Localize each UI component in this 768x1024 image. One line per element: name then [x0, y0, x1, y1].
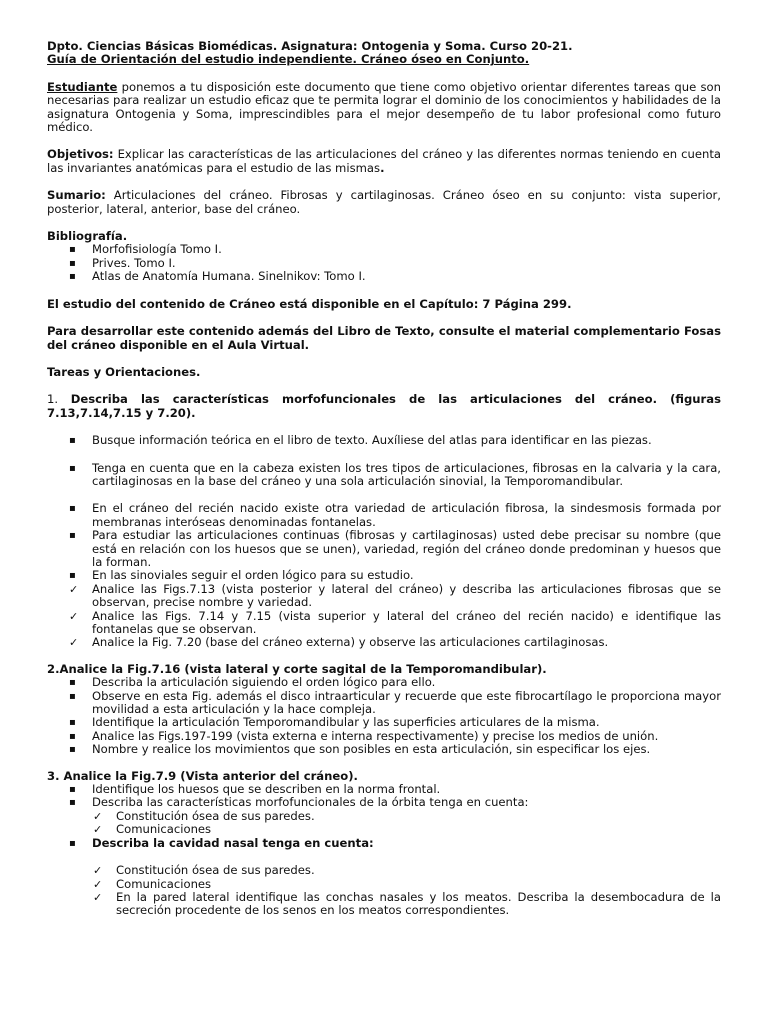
square-bullet-icon [69, 502, 83, 515]
list-item: ▪ Atlas de Anatomía Humana. Sinelnikov: Tomo I. [47, 270, 721, 283]
list-item: ✓ Constitución ósea de sus paredes. [47, 864, 721, 877]
list-item: ▪ Describa las características morfofuncionales de la órbita tenga en cuenta: [47, 796, 721, 809]
nasal-sublist [47, 864, 721, 918]
list-item: ▪ Identifique la articulación Temporomandibular y las superficies articulares de la misma. [47, 716, 721, 729]
list-item: ▪ Nombre y realice los movimientos que son posibles en esta articulación, sin especificar los ejes. [47, 743, 721, 756]
sumario-label: Sumario: [47, 188, 106, 203]
list-item: ▪ Analice las Figs.197-199 (vista externa e interna respectivamente) y precise los medios de unión. [47, 730, 721, 743]
square-bullet-icon [69, 569, 83, 582]
check-icon [69, 583, 83, 597]
check-icon [69, 636, 83, 650]
bibliografia-list [47, 243, 721, 283]
square-bullet-icon [69, 796, 83, 809]
list-item: ✓ Comunicaciones [47, 878, 721, 891]
tarea3-list-cont [47, 837, 721, 850]
list-item: ✓ Analice la Fig. 7.20 (base del cráneo externa) y observe las articulaciones cartilaginosas. [47, 636, 721, 649]
list-item: ✓ Analice las Figs.7.13 (vista posterior y lateral del cráneo) y describa las articulaciones fibrosas que se observan, precise nombre y variedad. [47, 583, 721, 610]
list-item: ▪ Busque información teórica en el libro de texto. Auxíliese del atlas para identificar en las piezas. [47, 434, 721, 447]
tareas-heading: Tareas y Orientaciones. [47, 364, 201, 379]
check-icon [93, 810, 107, 824]
square-bullet-icon [69, 690, 83, 703]
check-icon [69, 610, 83, 624]
square-bullet-icon [69, 716, 83, 729]
check-icon [93, 878, 107, 892]
square-bullet-icon [69, 243, 83, 256]
list-item: ▪ Describa la articulación siguiendo el orden lógico para ello. [47, 676, 721, 689]
list-item: ✓ Analice las Figs. 7.14 y 7.15 (vista superior y lateral del cráneo del recién nacido) e identifique las fontanelas que se observan. [47, 610, 721, 637]
intro-label: Estudiante [47, 79, 118, 94]
square-bullet-icon [69, 730, 83, 743]
check-icon [93, 891, 107, 905]
guide-title: Guía de Orientación del estudio independiente. Cráneo óseo en Conjunto. [47, 52, 530, 67]
square-bullet-icon [69, 529, 83, 542]
tarea3-list [47, 783, 721, 810]
list-item: ▪ En el cráneo del recién nacido existe otra variedad de articulación fibrosa, la sindesmosis formada por membranas interóseas denominadas fontanelas. [47, 502, 721, 529]
tarea2-list [47, 676, 721, 756]
tarea3-heading: 3. Analice la Fig.7.9 (Vista anterior del cráneo). [47, 768, 358, 783]
bibliografia-heading: Bibliografía. [47, 229, 128, 244]
list-item: ▪ En las sinoviales seguir el orden lógico para su estudio. [47, 569, 721, 582]
estudio-disponible: El estudio del contenido de Cráneo está disponible en el Capítulo: 7 Página 299. [47, 296, 572, 311]
list-item: ▪ Identifique los huesos que se describen en la norma frontal. [47, 783, 721, 796]
list-item: ✓ Constitución ósea de sus paredes. [47, 810, 721, 823]
tarea1-list [47, 434, 721, 650]
sumario-paragraph: Sumario: Articulaciones del cráneo. Fibrosas y cartilaginosas. Cráneo óseo en su conjunto: vista superior, posterior, lateral, anterior, base del cráneo. [47, 188, 721, 216]
objetivos-paragraph: Objetivos: Explicar las características de las articulaciones del cráneo y las diferentes normas teniendo en cuenta las invariantes anatómicas para el estudio de las mismas. [47, 147, 721, 175]
list-item: ▪ Prives. Tomo I. [47, 257, 721, 270]
intro-paragraph: Estudiante ponemos a tu disposición este documento que tiene como objetivo orientar diferentes tareas que son necesarias para realizar un estudio eficaz que te permita lograr el dominio de los conocimientos y habilidades de la asignatura Ontogenia y Soma, imprescindibles para el mejor desempeño de tu labor profesional como futuro médico. [47, 79, 721, 135]
tarea2-heading: 2.Analice la Fig.7.16 (vista lateral y corte sagital de la Temporomandibular). [47, 661, 547, 676]
square-bullet-icon [69, 270, 83, 283]
list-item: ▪ Tenga en cuenta que en la cabeza existen los tres tipos de articulaciones, fibrosas en la calvaria y la cara, cartilaginosas en la base del cráneo y una sola articulación sinovial, la Temporomandibular. [47, 462, 721, 489]
list-item: ▪ Observe en esta Fig. además el disco intraarticular y recuerde que este fibrocartílago le proporciona mayor movilidad a esta articulación y la hace compleja. [47, 690, 721, 717]
square-bullet-icon [69, 257, 83, 270]
list-item: ▪ Morfofisiología Tomo I. [47, 243, 721, 256]
square-bullet-icon [69, 783, 83, 796]
square-bullet-icon [69, 743, 83, 756]
list-item: ✓ Comunicaciones [47, 823, 721, 836]
list-item: ✓ En la pared lateral identifique las conchas nasales y los meatos. Describa la desembocadura de la secreción procedente de los senos en los meatos correspondientes. [47, 891, 721, 918]
square-bullet-icon [69, 434, 83, 447]
material-complementario: Para desarrollar este contenido además del Libro de Texto, consulte el material complementario Fosas del cráneo disponible en el Aula Virtual. [47, 324, 721, 352]
header-line: Dpto. Ciencias Básicas Biomédicas. Asignatura: Ontogenia y Soma. Curso 20-21. [47, 39, 573, 53]
square-bullet-icon [69, 837, 83, 850]
list-item: ▪ Para estudiar las articulaciones continuas (fibrosas y cartilaginosas) usted debe precisar su nombre (que está en relación con los huesos que se unen), variedad, región del cráneo donde predominan y huesos que la forman. [47, 529, 721, 569]
square-bullet-icon [69, 676, 83, 689]
check-icon [93, 864, 107, 878]
orbita-sublist [47, 810, 721, 837]
objetivos-label: Objetivos: [47, 147, 114, 162]
list-item: ▪ Describa la cavidad nasal tenga en cuenta: [47, 837, 721, 850]
tarea1-heading: 1. Describa las características morfofuncionales de las articulaciones del cráneo. (figuras 7.13,7.14,7.15 y 7.20). [47, 392, 721, 420]
square-bullet-icon [69, 462, 83, 475]
